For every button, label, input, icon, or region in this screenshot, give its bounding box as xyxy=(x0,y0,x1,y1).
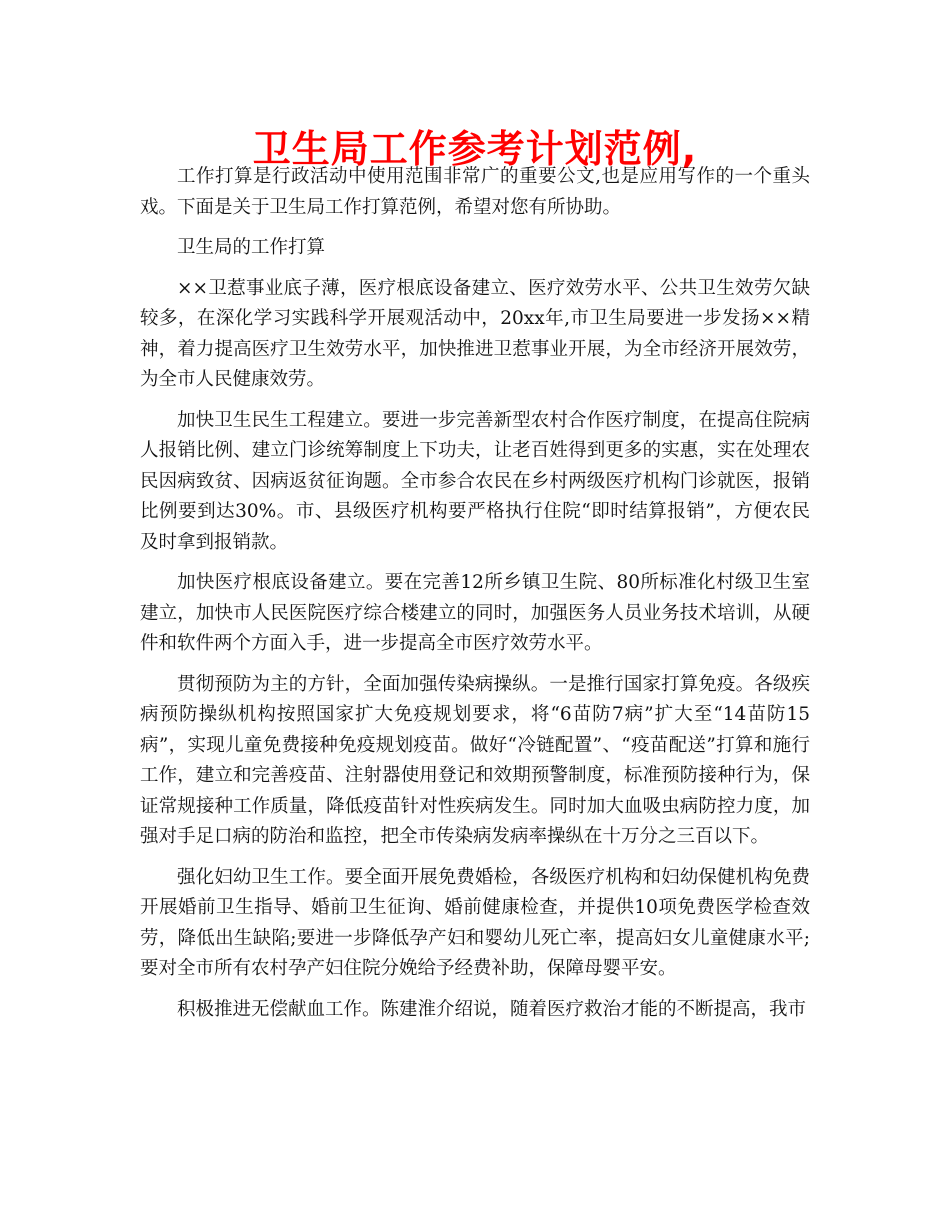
paragraph-maternal-child: 强化妇幼卫生工作。要全面开展免费婚检，各级医疗机构和妇幼保健机构免费开展婚前卫生指导、婚前卫生征询、婚前健康检查，并提供10项免费医学检查效劳，降低出生缺陷;要进一步降低孕产妇和婴幼儿死亡率，提高妇女儿童健康水平;要对全市所有农村孕产妇住院分娩给予经费补助，保障母婴平安。 xyxy=(140,866,810,979)
document-body xyxy=(140,162,810,1035)
paragraph-overview: ××卫惹事业底子薄，医疗根底设备建立、医疗效劳水平、公共卫生效劳欠缺较多，在深化学习实践科学开展观活动中，20xx年,市卫生局要进一步发扬××精神，着力提高医疗卫生效劳水平，加快推进卫惹事业开展，为全市经济开展效劳，为全市人民健康效劳。 xyxy=(140,277,810,390)
paragraph-blood-donation: 积极推进无偿献血工作。陈建淮介绍说，随着医疗救治才能的不断提高，我市 xyxy=(177,998,807,1020)
paragraph-infrastructure: 加快医疗根底设备建立。要在完善12所乡镇卫生院、80所标准化村级卫生室建立，加快市人民医院医疗综合楼建立的同时，加强医务人员业务技术培训，从硬件和软件两个方面入手，进一步提高全市医疗效劳水平。 xyxy=(140,572,810,654)
intro-paragraph: 工作打算是行政活动中使用范围非常广的重要公文,也是应用写作的一个重头戏。下面是关于卫生局工作打算范例，希望对您有所协助。 xyxy=(140,166,810,218)
paragraph-livelihood: 加快卫生民生工程建立。要进一步完善新型农村合作医疗制度，在提高住院病人报销比例、建立门诊统筹制度上下功夫，让老百姓得到更多的实惠，实在处理农民因病致贫、因病返贫征询题。全市参合农民在乡村两级医疗机构门诊就医，报销比例要到达30%。市、县级医疗机构要严格执行住院“即时结算报销”，方便农民及时拿到报销款。 xyxy=(140,409,810,553)
section-heading: 卫生局的工作打算 xyxy=(177,237,326,258)
document-title: 卫生局工作参考计划范例, xyxy=(252,127,698,171)
paragraph-prevention: 贯彻预防为主的方针，全面加强传染病操纵。一是推行国家打算免疫。各级疾病预防操纵机构按照国家扩大免疫规划要求，将“6苗防7病”扩大至“14苗防15病”，实现儿童免费接种免疫规划疫苗。做好“冷链配置”、“疫苗配送”打算和施行工作，建立和完善疫苗、注射器使用登记和效期预警制度，标准预防接种行为，保证常规接种工作质量，降低疫苗针对性疾病发生。同时加大血吸虫病防控力度，加强对手足口病的防治和监控，把全市传染病发病率操纵在十万分之三百以下。 xyxy=(140,673,810,847)
